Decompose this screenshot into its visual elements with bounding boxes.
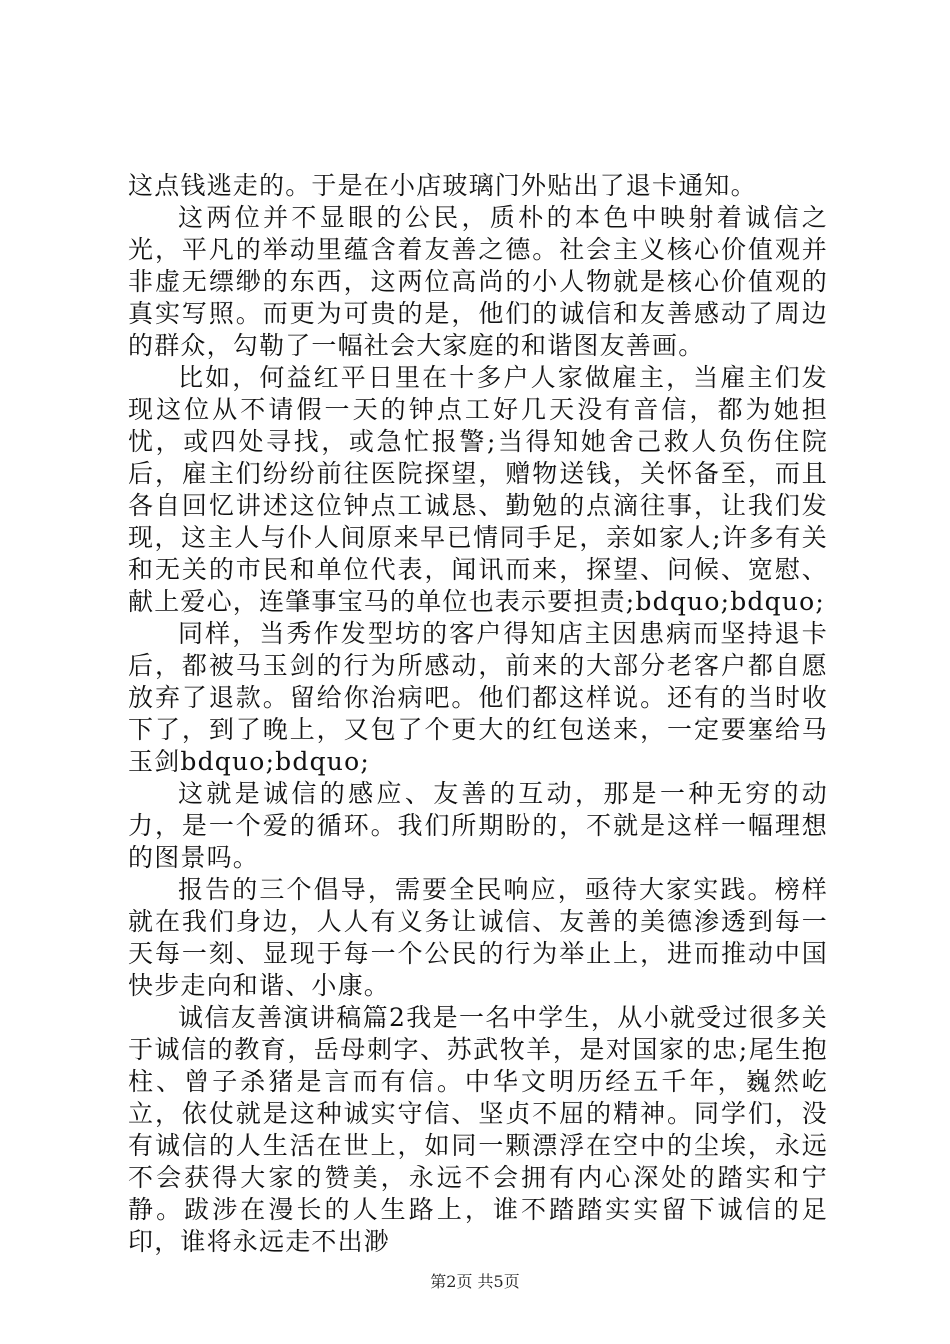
paragraph: 同样，当秀作发型坊的客户得知店主因患病而坚持退卡后，都被马玉剑的行为所感动，前来的大部分老客户都自愿放弃了退款。留给你治病吧。他们都这样说。还有的当时收下了，到了晚上，又包了个更大的红包送来，一定要塞给马玉剑bdquo;bdquo; [128, 619, 828, 776]
paragraph: 比如，何益红平日里在十多户人家做雇主，当雇主们发现这位从不请假一天的钟点工好几天没有音信，都为她担忧，或四处寻找，或急忙报警;当得知她舍己救人负伤住院后，雇主们纷纷前往医院探望，赠物送钱，关怀备至，而且各自回忆讲述这位钟点工诚恳、勤勉的点滴往事，让我们发现，这主人与仆人间原来早已情同手足，亲如家人;许多有关和无关的市民和单位代表，闻讯而来，探望、问候、宽慰、献上爱心，连肇事宝马的单位也表示要担责;bdquo;bdquo; [128, 363, 828, 616]
paragraph-continuation: 这点钱逃走的。于是在小店玻璃门外贴出了退卡通知。 [128, 171, 757, 200]
paragraph: 报告的三个倡导，需要全民响应，亟待大家实践。榜样就在我们身边，人人有义务让诚信、友善的美德渗透到每一天每一刻、显现于每一个公民的行为举止上，进而推动中国快步走向和谐、小康。 [128, 875, 828, 1000]
paragraph: 这就是诚信的感应、友善的互动，那是一种无穷的动力，是一个爱的循环。我们所期盼的，不就是这样一幅理想的图景吗。 [128, 779, 828, 872]
document-body [128, 170, 828, 1258]
page-number-footer: 第2页 共5页 [430, 1272, 520, 1291]
paragraph: 诚信友善演讲稿篇2我是一名中学生，从小就受过很多关于诚信的教育，岳母刺字、苏武牧羊，是对国家的忠;尾生抱柱、曾子杀猪是言而有信。中华文明历经五千年，巍然屹立，依仗就是这种诚实守信、坚贞不屈的精神。同学们，没有诚信的人生活在世上，如同一颗漂浮在空中的尘埃，永远不会获得大家的赞美，永远不会拥有内心深处的踏实和宁静。跋涉在漫长的人生路上，谁不踏踏实实留下诚信的足印，谁将永远走不出渺 [128, 1003, 828, 1256]
paragraph: 这两位并不显眼的公民，质朴的本色中映射着诚信之光，平凡的举动里蕴含着友善之德。社会主义核心价值观并非虚无缥缈的东西，这两位高尚的小人物就是核心价值观的真实写照。而更为可贵的是，他们的诚信和友善感动了周边的群众，勾勒了一幅社会大家庭的和谐图友善画。 [128, 203, 828, 360]
